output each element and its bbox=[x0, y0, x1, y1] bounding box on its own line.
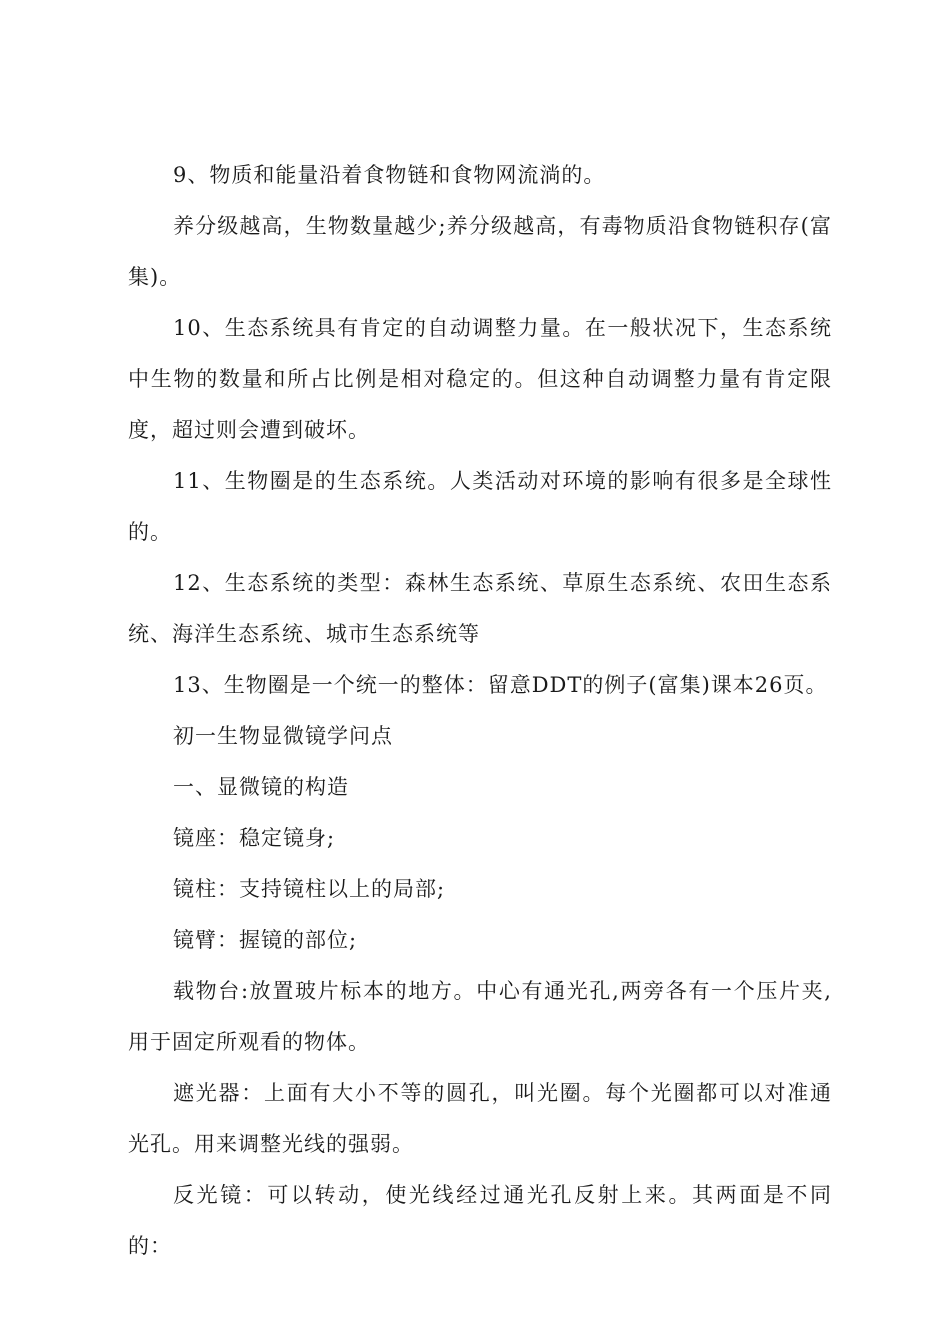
paragraph-pillar: 镜柱：支持镜柱以上的局部; bbox=[173, 877, 446, 901]
paragraph-food-chain-flow: 9、物质和能量沿着食物链和食物网流淌的。 bbox=[173, 163, 606, 187]
paragraph-diaphragm: 遮光器：上面有大小不等的圆孔，叫光圈。每个光圈都可以对准通光孔。用来调整光线的强弱。 bbox=[128, 1081, 832, 1156]
paragraph-base: 镜座：稳定镜身; bbox=[173, 826, 336, 850]
paragraph-biosphere-ecosystem: 11、生物圈是的生态系统。人类活动对环境的影响有很多是全球性的。 bbox=[128, 469, 832, 544]
paragraph-trophic-level: 养分级越高，生物数量越少;养分级越高，有毒物质沿食物链积存(富集)。 bbox=[128, 214, 832, 289]
paragraph-arm: 镜臂：握镜的部位; bbox=[173, 928, 358, 952]
paragraph-biosphere-whole: 13、生物圈是一个统一的整体：留意DDT的例子(富集)课本26页。 bbox=[173, 673, 828, 697]
paragraph-ecosystem-types: 12、生态系统的类型：森林生态系统、草原生态系统、农田生态系统、海洋生态系统、城市生态系统等 bbox=[128, 571, 832, 646]
paragraph-mirror: 反光镜：可以转动，使光线经过通光孔反射上来。其两面是不同的： bbox=[128, 1183, 832, 1258]
paragraph-self-regulation: 10、生态系统具有肯定的自动调整力量。在一般状况下，生态系统中生物的数量和所占比例是相对稳定的。但这种自动调整力量有肯定限度，超过则会遭到破坏。 bbox=[128, 316, 832, 442]
document-body bbox=[128, 150, 832, 1272]
section-heading-microscope: 初一生物显微镜学问点 bbox=[173, 724, 393, 748]
subheading-microscope-structure: 一、显微镜的构造 bbox=[173, 775, 349, 799]
paragraph-stage: 载物台:放置玻片标本的地方。中心有通光孔,两旁各有一个压片夹,用于固定所观看的物体。 bbox=[128, 979, 832, 1054]
